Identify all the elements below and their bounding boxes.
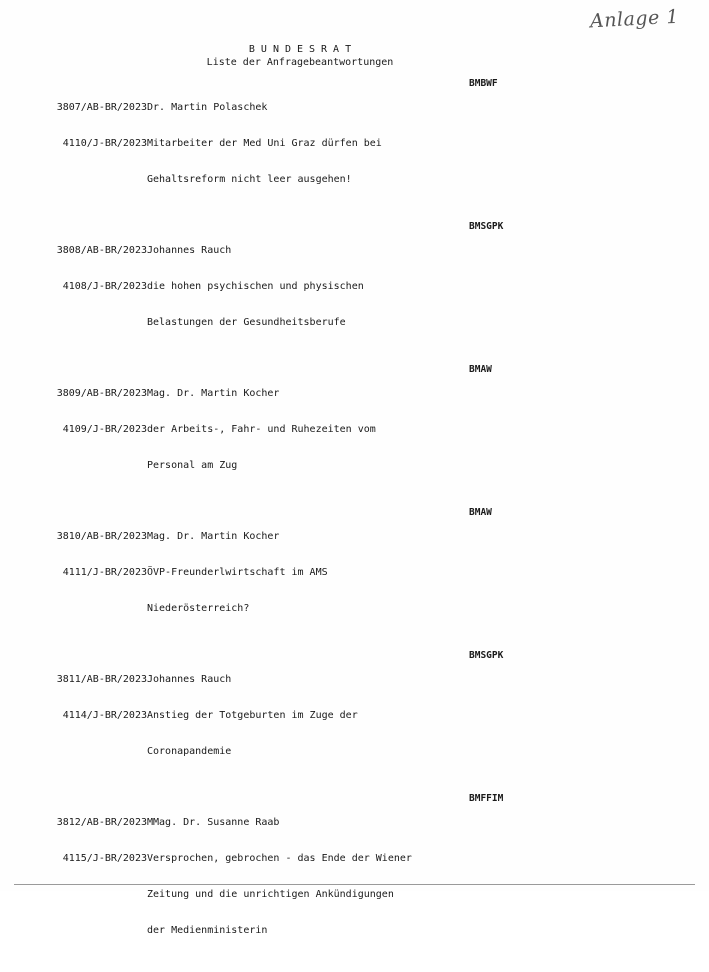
ab-number: 3812/AB-BR/2023 <box>56 817 147 828</box>
document-header <box>0 43 600 69</box>
subject-line: der Medienministerin <box>147 925 268 936</box>
ab-number: 3810/AB-BR/2023 <box>56 531 147 542</box>
subject-line: Gehaltsreform nicht leer ausgehen! <box>147 174 352 185</box>
ab-number: 3811/AB-BR/2023 <box>56 674 147 685</box>
handwritten-annotation: Anlage 1 <box>589 5 680 33</box>
subject-line: die hohen psychischen und physischen <box>147 281 364 292</box>
ministry-code: BMAW <box>469 364 492 375</box>
subject-line: ÖVP-Freunderlwirtschaft im AMS <box>147 567 328 578</box>
ab-number: 3807/AB-BR/2023 <box>56 102 147 113</box>
author: Mag. Dr. Martin Kocher <box>147 388 280 399</box>
subject-line: der Arbeits-, Fahr- und Ruhezeiten vom <box>147 424 376 435</box>
author: Johannes Rauch <box>147 674 232 685</box>
ab-number: 3809/AB-BR/2023 <box>56 388 147 399</box>
list-item <box>47 793 607 961</box>
j-number: 4115/J-BR/2023 <box>62 853 147 864</box>
author: MMag. Dr. Susanne Raab <box>147 817 280 828</box>
j-number: 4110/J-BR/2023 <box>62 138 147 149</box>
ministry-code: BMSGPK <box>469 650 504 661</box>
ministry-code: BMFFIM <box>469 793 504 804</box>
list-item <box>47 221 607 353</box>
list-item <box>47 650 607 782</box>
ministry-code: BMSGPK <box>469 221 504 232</box>
list-item <box>47 364 607 496</box>
subject-line: Versprochen, gebrochen - das Ende der Wiener <box>147 853 412 864</box>
j-number: 4108/J-BR/2023 <box>62 281 147 292</box>
ab-number: 3808/AB-BR/2023 <box>56 245 147 256</box>
subject-line: Niederösterreich? <box>147 603 250 614</box>
j-number: 4111/J-BR/2023 <box>62 567 147 578</box>
entry-list <box>47 78 607 972</box>
list-item <box>47 78 607 210</box>
ministry-code: BMAW <box>469 507 492 518</box>
document-title: BUNDESRAT <box>248 44 358 55</box>
author: Dr. Martin Polaschek <box>147 102 268 113</box>
subject-line: Belastungen der Gesundheitsberufe <box>147 317 346 328</box>
author: Johannes Rauch <box>147 245 232 256</box>
subject-line: Anstieg der Totgeburten im Zuge der <box>147 710 358 721</box>
page-bottom-divider <box>14 884 695 885</box>
list-item <box>47 507 607 639</box>
subject-line: Coronapandemie <box>147 746 232 757</box>
subject-line: Mitarbeiter der Med Uni Graz dürfen bei <box>147 138 382 149</box>
j-number: 4114/J-BR/2023 <box>62 710 147 721</box>
author: Mag. Dr. Martin Kocher <box>147 531 280 542</box>
j-number: 4109/J-BR/2023 <box>62 424 147 435</box>
ministry-code: BMBWF <box>469 78 498 89</box>
subject-line: Zeitung und die unrichtigen Ankündigungen <box>147 889 394 900</box>
subject-line: Personal am Zug <box>147 460 238 471</box>
document-subtitle: Liste der Anfragebeantwortungen <box>206 57 394 68</box>
